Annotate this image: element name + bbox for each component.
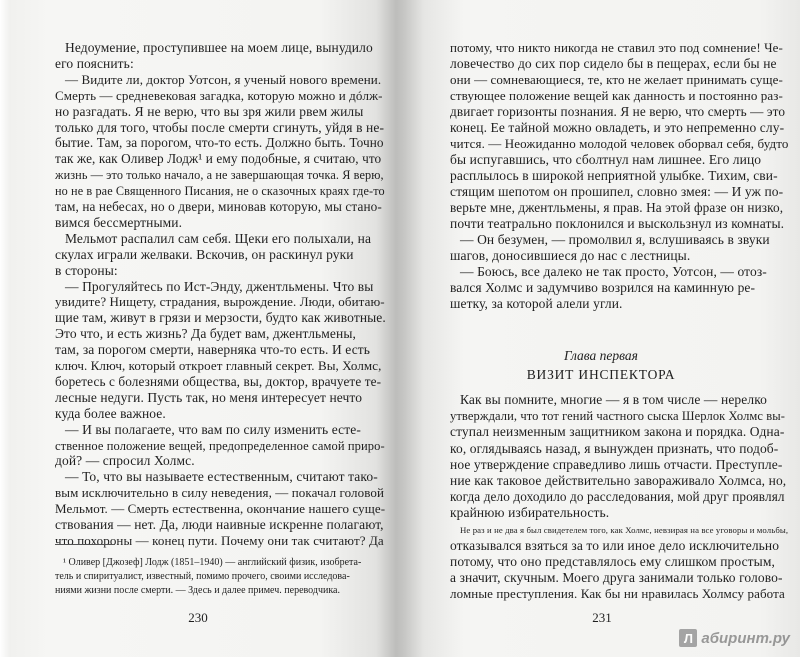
- text-line: ствования — нет. Да, люди наивные искренне полагают,: [55, 517, 384, 532]
- text-line: ломные преступления. Как бы ни нравилась Холмсу работа: [450, 586, 785, 602]
- text-line: бы испугавшись, что сболтнул нам лишнее. Его лицо: [450, 152, 762, 167]
- text-line: они — сомневающиеся, те, кто не желает принимать суще-: [450, 72, 783, 87]
- text-line: там, на небесах, но о двери, миновав которую, мы стано-: [55, 199, 382, 214]
- text-line: вался Холмс и задумчиво возрился на каминную ре-: [450, 280, 756, 295]
- text-line: а значит, скучным. Моего друга занимали только голово-: [450, 570, 783, 586]
- text-line: — Прогуляйтесь по Ист-Энду, джентльмены. Что вы: [65, 278, 374, 294]
- chapter-label: Глава первая: [564, 348, 638, 363]
- text-line: потому, что оно представлялось ему слишком простым,: [450, 554, 775, 569]
- text-line: куда более важное.: [55, 405, 166, 421]
- text-line: но не в рае Священного Писания, не о сказочных краях где-то: [55, 184, 385, 199]
- text-line: его пояснить:: [55, 55, 134, 71]
- page-number-left: 230: [188, 610, 208, 625]
- text-line: расплылось в широкой неприятной улыбке. Тихим, сви-: [450, 168, 778, 183]
- footnote-line: ¹ Оливер [Джозеф] Лодж (1851–1940) — английский физик, изобрета-: [63, 557, 362, 568]
- text-line: Мельмот. — Смерть естественна, окончание нашего суще-: [55, 501, 386, 517]
- text-line: стящим шепотом он прошипел, словно змея: — И уж по-: [450, 184, 784, 199]
- text-line: — Боюсь, все далеко не так просто, Уотсон, — отоз-: [460, 264, 767, 279]
- text-line: бытие. Там, за порогом, что-то есть. Должно быть. Точно: [55, 135, 384, 151]
- watermark-badge: Л: [679, 629, 697, 647]
- text-line: — То, что вы называете естественным, считают тако-: [65, 469, 378, 485]
- text-line: ступал неизменным защитником закона и порядка. Одна-: [450, 424, 785, 440]
- chapter-title: ВИЗИТ ИНСПЕКТОРА: [526, 367, 676, 382]
- text-line: шагов, доносившиеся до нас с лестницы.: [450, 248, 691, 263]
- text-line: боретесь с болезнями общества, вы, доктор, врачуете те-: [55, 373, 382, 389]
- text-line: в стороны:: [55, 262, 118, 278]
- text-line: ние как таковое действительно завораживало Холмса, но,: [450, 473, 787, 488]
- footnote-line: тель и спиритуалист, известный, помимо прочего, своими исследова-: [55, 571, 350, 582]
- text-line: ловечество до сих пор сидело бы в пещерах, если бы не: [450, 56, 777, 71]
- text-line: Как вы помните, многие — я в том числе — нерелко: [460, 392, 768, 407]
- text-line: чится. — Неожиданно молодой человек оборвал себя, будто: [450, 136, 789, 151]
- text-line: так же, как Оливер Лодж¹ и ему подобные, я считаю, что: [55, 151, 382, 167]
- text-line: жизнь — это только начало, а не завершающая точка. Я верю,: [55, 168, 384, 183]
- text-line: Смерть — средневековая загадка, которую можно и дóлж-: [55, 87, 383, 103]
- text-line: крайнюю избирательность.: [450, 505, 610, 521]
- page-number-right: 231: [592, 610, 612, 625]
- text-line: верьте мне, джентльмены, я прав. На этой фразе он низко,: [450, 200, 784, 215]
- text-line: Недоумение, проступившее на моем лице, вынудило: [65, 40, 373, 55]
- footnote-line: ниями жизни после смерти. — Здесь и далее примеч. переводчика.: [55, 585, 340, 596]
- text-line: когда дело доходило до расследования, мой друг проявлял: [450, 489, 785, 505]
- text-line: скулах играли желваки. Вскочив, он раскинул руки: [55, 246, 354, 262]
- left-page: [0, 0, 398, 657]
- text-line: там, за порогом смерти, наверняка что-то есть. И есть: [55, 342, 371, 358]
- text-line: — Он безумен, — промолвил я, вслушиваясь в звуки: [460, 232, 770, 247]
- text-line: ко, оглядываясь назад, я вынужден признать, что подоб-: [450, 440, 779, 456]
- watermark-text: абиринт.ру: [701, 629, 790, 647]
- text-line: отказывался взяться за то или иное дело исключительно: [450, 537, 780, 553]
- text-line: Это что, и есть жизнь? Да будет вам, джентльмены,: [55, 326, 356, 342]
- text-line: Мельмот распалил сам себя. Щеки его полыхали, на: [65, 230, 372, 246]
- text-line: шетку, за которой алели угли.: [450, 296, 623, 311]
- text-line: только для того, чтобы после смерти сгинуть, уйдя в не-: [55, 119, 385, 135]
- text-line: потому, что никто никогда не ставил это под сомнение! Че-: [450, 40, 783, 55]
- text-line: конец. Ее тайной можно овладеть, и это непременно слу-: [450, 120, 785, 135]
- text-line: но разгадать. Я не верю, что вы зря жили рвем жилы: [55, 103, 364, 119]
- watermark-logo: [679, 627, 790, 649]
- footnote-divider: [55, 544, 115, 545]
- text-line: почти театрально поклонился и выскользнул из комнаты.: [450, 216, 785, 231]
- text-line: вым исключительно в силу неведения, — покачал головой: [55, 485, 385, 501]
- text-line: ственное положение вещей, предопределенное самой приро-: [55, 438, 385, 453]
- text-line: дой? — спросил Холмс.: [55, 453, 195, 469]
- text-line: щие там, живут в грязи и мерзости, будто как животные.: [55, 310, 386, 326]
- text-line: ключ. Ключ, который откроет главный секрет. Вы, Холмс,: [55, 358, 382, 373]
- text-line: — И вы полагаете, что вам по силу изменить есте-: [65, 421, 361, 437]
- text-line: увидите? Нищету, страдания, вырождение. Люди, обитаю-: [55, 294, 385, 310]
- text-line: вимся бессмертными.: [55, 214, 183, 230]
- text-line: Не раз и не два я был свидетелем того, как Холмс, невзирая на все уговоры и мольбы,: [460, 524, 789, 535]
- text-line: двигает горизонты познания. Я не верю, что смерть — это: [450, 104, 786, 119]
- text-line: что похороны — конец пути. Почему они так считают? Да: [55, 532, 384, 548]
- text-line: ное утверждение справедливо лишь отчасти. Преступле-: [450, 456, 783, 472]
- right-page: [402, 0, 800, 657]
- text-line: — Видите ли, доктор Уотсон, я ученый нового времени.: [65, 71, 382, 87]
- text-line: ствующее положение вещей как данность и постоянно раз-: [450, 88, 783, 103]
- text-line: утверждали, что тот гений частного сыска Шерлок Холмс вы-: [450, 409, 786, 424]
- text-line: лесные недуги. Пусть так, но меня интересует нечто: [55, 389, 363, 405]
